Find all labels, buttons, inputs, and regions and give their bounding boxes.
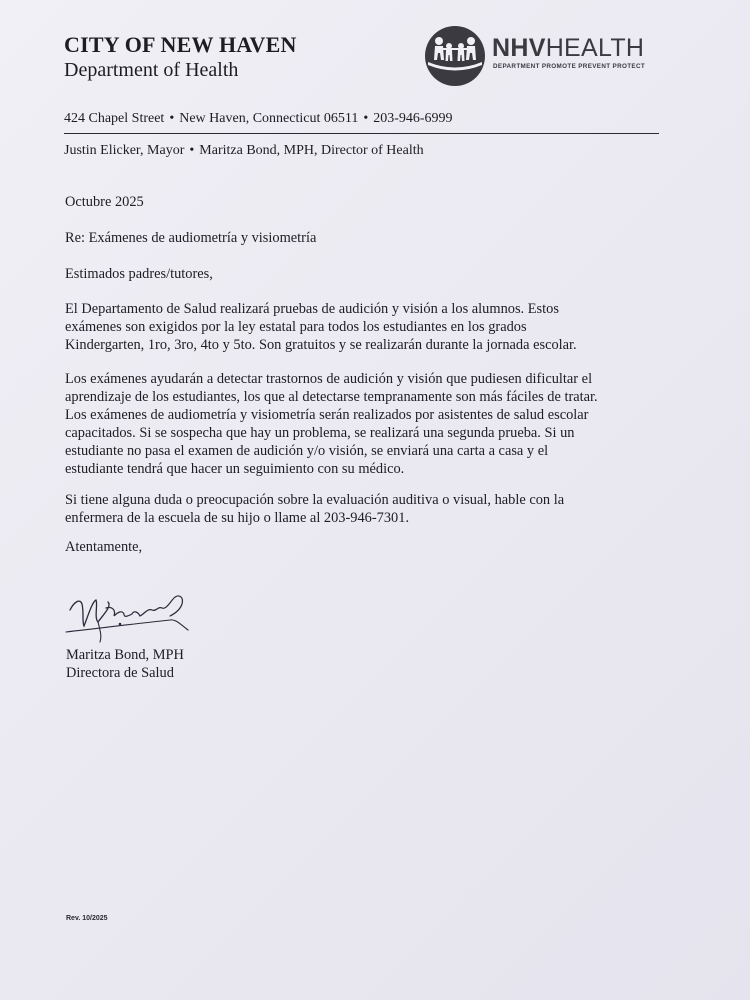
- letter-subject: Re: Exámenes de audiometría y visiometría: [65, 230, 317, 246]
- address-separator: •: [363, 111, 369, 126]
- officials-line: [64, 143, 424, 159]
- paragraph-2: [65, 370, 645, 478]
- letter-date: Octubre 2025: [65, 194, 144, 210]
- family-figures-icon: [424, 25, 486, 87]
- address-phone: 203-946-6999: [373, 111, 453, 126]
- paragraph-1: [65, 300, 645, 354]
- department-name: Department of Health: [64, 59, 239, 81]
- nhv-health-logo: [424, 25, 664, 87]
- letter-closing: Atentamente,: [65, 539, 143, 555]
- mayor-name: Justin Elicker, Mayor: [64, 143, 185, 158]
- signer-title: Directora de Salud: [66, 665, 174, 681]
- signer-name: Maritza Bond, MPH: [66, 647, 184, 663]
- paragraph-line: enfermera de la escuela de su hijo o llame al 203-946-7301.: [65, 510, 410, 526]
- paragraph-line: Kindergarten, 1ro, 3ro, 4to y 5to. Son gratuitos y se realizarán durante la jornada escolar.: [65, 337, 577, 353]
- address-line: [64, 111, 453, 127]
- logo-tagline: DEPARTMENT PROMOTE PREVENT PROTECT: [493, 63, 646, 70]
- paragraph-line: capacitados. Si se sospecha que hay un problema, se realizará una segunda prueba. Si un: [65, 425, 575, 441]
- logo-brand-bold: NHV: [492, 34, 546, 62]
- handwritten-signature: [62, 588, 202, 644]
- director-name: Maritza Bond, MPH, Director of Health: [199, 143, 424, 158]
- signer-block: [66, 646, 184, 682]
- paragraph-line: Los exámenes ayudarán a detectar trastornos de audición y visión que pudiesen dificultar el: [65, 371, 593, 387]
- city-name: CITY OF NEW HAVEN: [64, 32, 297, 57]
- letterhead-title: [64, 33, 297, 83]
- officials-separator: •: [189, 143, 195, 158]
- paragraph-line: exámenes son exigidos por la ley estatal para todos los estudiantes en los grados: [65, 319, 527, 335]
- paragraph-line: estudiante no pasa el examen de audición y/o visión, se enviará una carta a casa y el: [65, 443, 549, 459]
- paragraph-3: [65, 491, 645, 527]
- paragraph-line: Si tiene alguna duda o preocupación sobre la evaluación auditiva o visual, hable con la: [65, 492, 565, 508]
- paragraph-line: El Departamento de Salud realizará pruebas de audición y visión a los alumnos. Estos: [65, 301, 559, 317]
- logo-wordmark: [492, 34, 644, 62]
- paragraph-line: Los exámenes de audiometría y visiometría serán realizados por asistentes de salud escolar: [65, 407, 589, 423]
- header-divider: [64, 133, 659, 134]
- address-separator: •: [169, 111, 175, 126]
- revision-note: Rev. 10/2025: [66, 915, 108, 922]
- address-street: 424 Chapel Street: [64, 111, 165, 126]
- address-city: New Haven, Connecticut 06511: [179, 111, 359, 126]
- paragraph-line: estudiante tendrá que hacer un seguimiento con su médico.: [65, 461, 405, 477]
- paragraph-line: aprendizaje de los estudiantes, los que al detectarse tempranamente son más fáciles de tratar.: [65, 389, 598, 405]
- letter-greeting: Estimados padres/tutores,: [65, 266, 213, 282]
- logo-brand-light: HEALTH: [545, 34, 645, 62]
